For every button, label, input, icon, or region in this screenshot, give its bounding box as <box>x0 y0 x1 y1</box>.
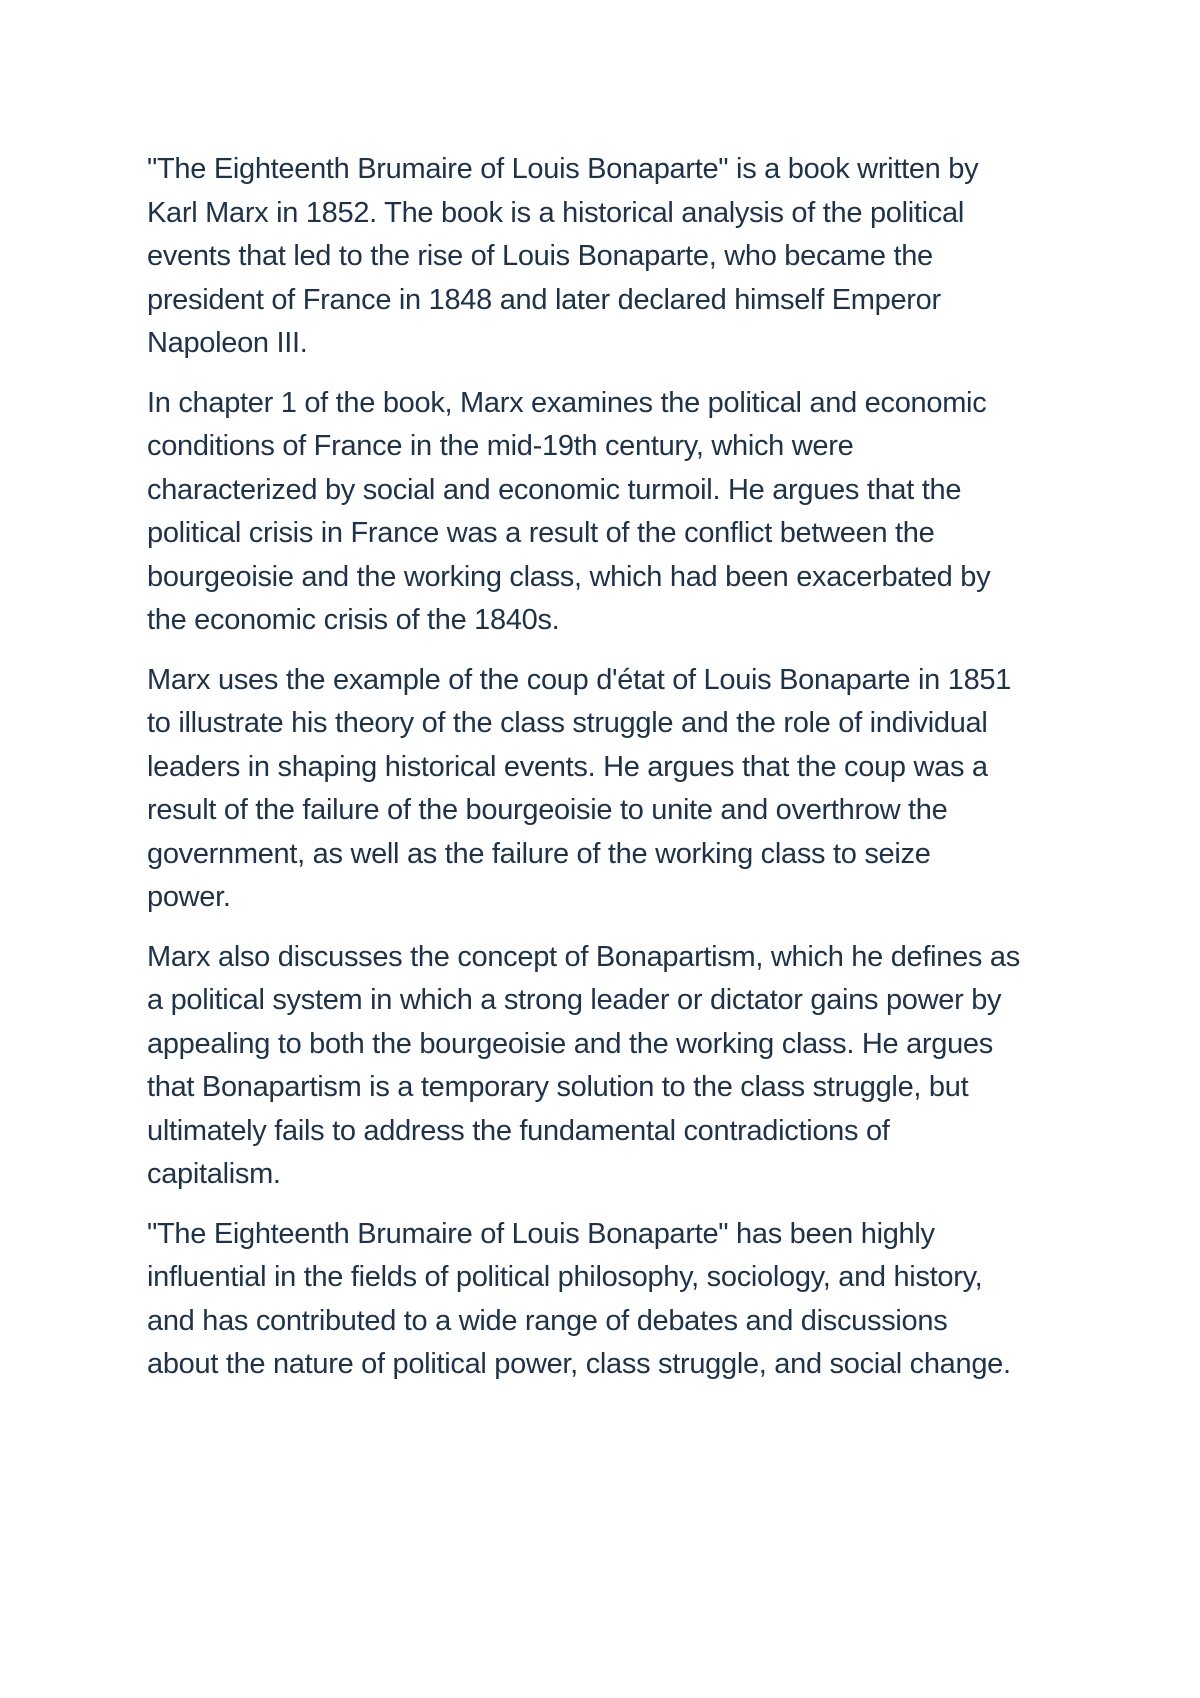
text-line: a political system in which a strong leader or dictator gains power by <box>147 984 1002 1016</box>
paragraph-intro <box>147 148 1067 366</box>
text-line: Marx uses the example of the coup d'état of Louis Bonaparte in 1851 <box>147 663 1012 696</box>
text-line: events that led to the rise of Louis Bonaparte, who became the <box>147 240 933 272</box>
paragraph-chapter-one <box>147 382 1067 643</box>
text-line: conditions of France in the mid-19th century, which were <box>147 430 854 462</box>
text-line: the economic crisis of the 1840s. <box>147 604 560 636</box>
text-line: leaders in shaping historical events. He argues that the coup was a <box>147 750 988 783</box>
text-line: and has contributed to a wide range of debates and discussions <box>147 1304 948 1337</box>
text-line: Karl Marx in 1852. The book is a historical analysis of the political <box>147 196 964 229</box>
text-line: appealing to both the bourgeoisie and the working class. He argues <box>147 1027 993 1060</box>
text-line: result of the failure of the bourgeoisie to unite and overthrow the <box>147 794 948 826</box>
text-line: characterized by social and economic turmoil. He argues that the <box>147 473 962 506</box>
text-line: Marx also discusses the concept of Bonapartism, which he defines as <box>147 940 1020 973</box>
text-line: to illustrate his theory of the class struggle and the role of individual <box>147 707 988 739</box>
text-line: In chapter 1 of the book, Marx examines the political and economic <box>147 386 987 419</box>
text-line: "The Eighteenth Brumaire of Louis Bonaparte" is a book written by <box>147 153 979 185</box>
text-line: president of France in 1848 and later declared himself Emperor <box>147 283 941 316</box>
paragraph-influence <box>147 1213 1067 1387</box>
text-line: that Bonapartism is a temporary solution to the class struggle, but <box>147 1071 969 1103</box>
paragraph-coup <box>147 659 1067 920</box>
text-line: influential in the fields of political philosophy, sociology, and history, <box>147 1261 983 1293</box>
text-line: government, as well as the failure of the working class to seize <box>147 837 931 870</box>
text-line: bourgeoisie and the working class, which had been exacerbated by <box>147 560 991 593</box>
text-line: about the nature of political power, class struggle, and social change. <box>147 1348 1011 1380</box>
text-line: Napoleon III. <box>147 327 308 359</box>
paragraph-bonapartism <box>147 936 1067 1197</box>
text-line: capitalism. <box>147 1158 281 1190</box>
text-line: political crisis in France was a result of the conflict between the <box>147 517 935 549</box>
text-line: power. <box>147 881 231 913</box>
text-line: "The Eighteenth Brumaire of Louis Bonaparte" has been highly <box>147 1217 935 1250</box>
text-line: ultimately fails to address the fundamental contradictions of <box>147 1114 890 1147</box>
document-body <box>147 148 1067 1403</box>
